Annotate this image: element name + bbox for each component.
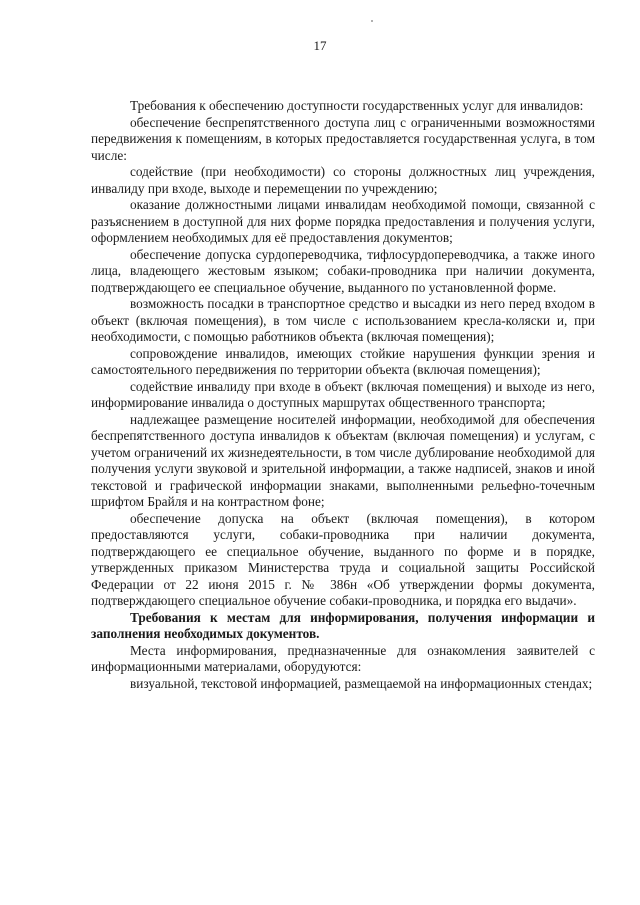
document-body (91, 98, 595, 692)
paragraph-unobstructed-access: обеспечение беспрепятственного доступа лиц с ограниченными возможностями передвижения к помещениям, в которых предоставляется государственная услуга, в том числе: (91, 114, 595, 163)
paragraph-entry-exit-assistance: содействие инвалиду при входе в объект (включая помещения) и выходе из него, информирование инвалида о доступных маршрутах общественного транспорта; (91, 378, 595, 410)
paragraph-information-places: Места информирования, предназначенные для ознакомления заявителей с информационными материалами, оборудуются: (91, 642, 595, 674)
paragraph-visual-text-info: визуальной, текстовой информацией, размещаемой на информационных стендах; (130, 675, 593, 691)
paragraph-vehicle-boarding: возможность посадки в транспортное средство и высадки из него перед входом в объект (включая помещения), в том числе с использованием кресла-коляски и, при необходимости, с помощью работников объекта (включая помещения); (91, 296, 595, 344)
paragraph-necessary-help: оказание должностными лицами инвалидам необходимой помощи, связанной с разъяснением в доступной для них форме порядка предоставления и получения услуги, оформлением необходимых для её предоставления документов; (91, 197, 595, 245)
paragraph-escort-visually-impaired: сопровождение инвалидов, имеющих стойкие нарушения функции зрения и самостоятельного передвижения по территории объекта (включая помещения); (91, 345, 595, 377)
scan-speck (371, 20, 373, 22)
paragraph-sign-interpreter-admission: обеспечение допуска сурдопереводчика, тифлосурдопереводчика, а также иного лица, владеющего жестовым языком; собаки-проводника при наличии документа, подтверждающего ее специальное обучение, выданного по установленной форме. (91, 246, 595, 295)
paragraph-guide-dog-admission: обеспечение допуска на объект (включая помещения), в котором предоставляются услуги, собаки-проводника при наличии документа, подтверждающего ее специальное обучение, выданного по форме и в порядке, утвержденных приказом Министерства труда и социальной защиты Российской Федерации от 22 июня 2015 г. № 386н «Об утверждении формы документа, подтверждающего специальное обучение собаки-проводника, и порядка его выдачи». (91, 510, 595, 608)
paragraph-accessibility-requirements: Требования к обеспечению доступности государственных услуг для инвалидов: (130, 98, 584, 113)
paragraph-official-assistance: содействие (при необходимости) со стороны должностных лиц учреждения, инвалиду при входе, выходе и перемещении по учреждению; (91, 164, 595, 196)
paragraph-information-placement: надлежащее размещение носителей информации, необходимой для обеспечения беспрепятственного доступа инвалидов к объектам (включая помещения) и услугам, с учетом ограничений их жизнедеятельности, в том числе дублирование необходимой для получения услуги звуковой и зрительной информации, а также надписей, знаков и иной текстовой и графической информации знаками, выполненными рельефно-точечным шрифтом Брайля и на контрастном фоне; (91, 411, 595, 509)
page-number: 17 (313, 38, 327, 53)
section-heading-information-places: Требования к местам для информирования, получения информации и заполнения необходимых документов. (91, 609, 595, 641)
